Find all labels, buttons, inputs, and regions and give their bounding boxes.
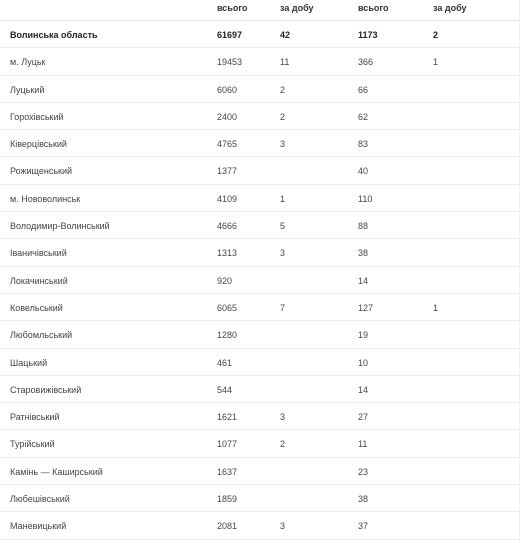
total-deaths-cell: 19	[358, 330, 369, 341]
daily-cases-cell: 2	[280, 84, 286, 95]
region-name-cell: Любешівський	[10, 494, 70, 505]
daily-cases-cell: 3	[280, 412, 286, 423]
table-row	[0, 321, 520, 348]
total-cases-cell: 2081	[217, 521, 238, 532]
total-cases-cell: 1077	[217, 439, 238, 450]
region-name-cell: Ківерцівський	[10, 139, 67, 150]
table-row	[0, 403, 520, 430]
table-header	[0, 0, 520, 21]
daily-cases-cell: 3	[280, 248, 286, 259]
total-cases-cell: 6065	[217, 302, 238, 313]
table-row	[0, 294, 520, 321]
table-row	[0, 185, 520, 212]
total-deaths-cell: 62	[358, 111, 369, 122]
column-header-total-deaths: всього	[358, 3, 389, 13]
total-cases-cell: 461	[217, 357, 233, 368]
daily-cases-cell: 1	[280, 193, 286, 204]
total-cases-cell: 61697	[217, 30, 243, 40]
region-name-cell: Камінь — Каширський	[10, 466, 103, 477]
table-row	[0, 512, 520, 539]
daily-cases-cell: 2	[280, 111, 286, 122]
total-cases-cell: 6060	[217, 84, 238, 95]
table-row	[0, 267, 520, 294]
total-deaths-cell: 23	[358, 466, 369, 477]
daily-cases-cell: 3	[280, 521, 286, 532]
region-name-cell: Локачинський	[10, 275, 68, 286]
column-header-daily-cases: за добу	[280, 3, 314, 13]
total-deaths-cell: 110	[358, 193, 373, 204]
total-deaths-cell: 11	[358, 439, 368, 450]
total-deaths-cell: 38	[358, 494, 369, 505]
daily-cases-cell: 2	[280, 439, 286, 450]
table-row	[0, 430, 520, 457]
table-row	[0, 239, 520, 266]
column-header-total-cases: всього	[217, 3, 248, 13]
total-deaths-cell: 14	[358, 384, 369, 395]
total-deaths-cell: 127	[358, 302, 374, 313]
total-cases-cell: 1377	[217, 166, 238, 177]
total-deaths-cell: 38	[358, 248, 369, 259]
region-name-cell: Горохівський	[10, 111, 64, 122]
table-row	[0, 103, 520, 130]
table-row	[0, 130, 520, 157]
table-row	[0, 458, 520, 485]
total-cases-cell: 1637	[217, 466, 238, 477]
daily-cases-cell: 11	[280, 57, 290, 68]
daily-deaths-cell: 2	[433, 30, 439, 40]
total-cases-cell: 4666	[217, 221, 238, 232]
daily-cases-cell: 3	[280, 139, 286, 150]
total-cases-cell: 1621	[217, 412, 238, 423]
daily-cases-cell: 5	[280, 221, 286, 232]
daily-cases-cell: 42	[280, 30, 291, 40]
region-name-cell: Турійський	[10, 439, 55, 450]
region-name-cell: м. Луцьк	[10, 57, 46, 68]
total-deaths-cell: 40	[358, 166, 369, 177]
total-cases-cell: 1859	[217, 494, 238, 505]
region-name-cell: Ратнівський	[10, 412, 60, 423]
table-row	[0, 48, 520, 75]
total-deaths-cell: 83	[358, 139, 369, 150]
table-row	[0, 376, 520, 403]
total-deaths-cell: 366	[358, 57, 374, 68]
daily-deaths-cell: 1	[433, 302, 439, 313]
table-row	[0, 157, 520, 184]
total-cases-cell: 544	[217, 384, 233, 395]
total-cases-cell: 1280	[217, 330, 238, 341]
region-name-cell: Волинська область	[10, 30, 98, 40]
total-cases-cell: 4109	[217, 193, 238, 204]
table-row	[0, 349, 520, 376]
total-cases-cell: 1313	[217, 248, 238, 259]
table-row-total	[0, 21, 520, 48]
region-name-cell: Рожищенський	[10, 166, 73, 177]
region-name-cell: Луцький	[10, 84, 45, 95]
total-deaths-cell: 66	[358, 84, 369, 95]
total-deaths-cell: 37	[358, 521, 369, 532]
total-deaths-cell: 1173	[358, 30, 378, 40]
total-deaths-cell: 10	[358, 357, 369, 368]
total-cases-cell: 19453	[217, 57, 243, 68]
total-deaths-cell: 88	[358, 221, 369, 232]
total-cases-cell: 920	[217, 275, 233, 286]
region-name-cell: Іваничівський	[10, 248, 67, 259]
region-name-cell: Любомльський	[10, 330, 73, 341]
total-deaths-cell: 27	[358, 412, 369, 423]
daily-cases-cell: 7	[280, 302, 286, 313]
region-name-cell: м. Нововолинськ	[10, 193, 81, 204]
total-deaths-cell: 14	[358, 275, 369, 286]
region-name-cell: Ковельський	[10, 302, 63, 313]
region-name-cell: Старовижівський	[10, 384, 82, 395]
region-name-cell: Шацький	[10, 357, 48, 368]
column-header-daily-deaths: за добу	[433, 3, 467, 13]
table-row	[0, 76, 520, 103]
daily-deaths-cell: 1	[433, 57, 439, 68]
total-cases-cell: 2400	[217, 111, 238, 122]
region-name-cell: Володимир-Волинський	[10, 221, 110, 232]
table-row	[0, 212, 520, 239]
table-row	[0, 485, 520, 512]
region-name-cell: Маневицький	[10, 521, 67, 532]
table-body	[0, 21, 520, 540]
total-cases-cell: 4765	[217, 139, 238, 150]
